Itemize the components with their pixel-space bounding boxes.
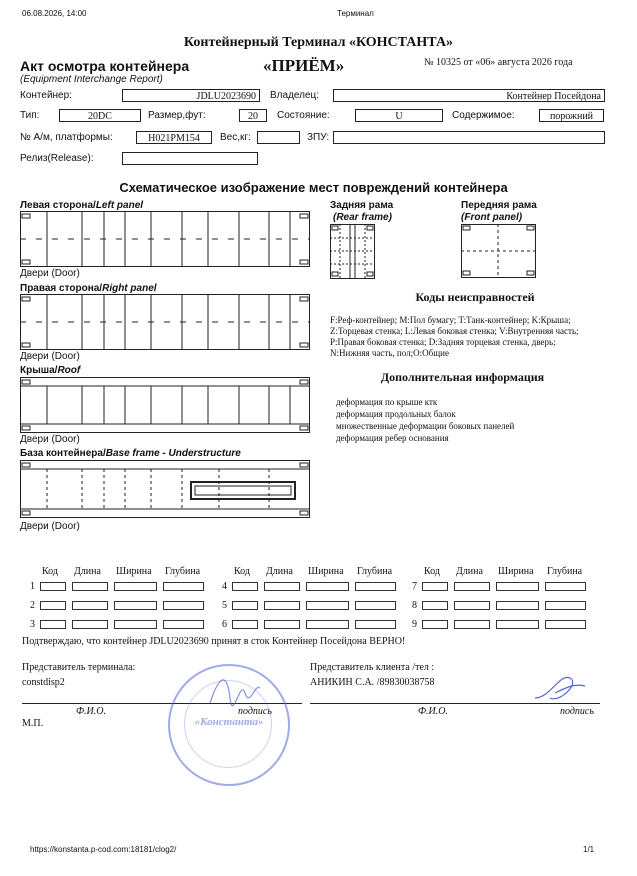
damage-cell[interactable] <box>422 601 448 610</box>
mp-label: М.П. <box>22 718 44 729</box>
codes-line: P:Правая боковая стенка; D:Задняя торцевая стенка, дверь; <box>330 337 556 347</box>
damage-col-header: Длина <box>456 566 483 577</box>
front-frame-en: (Front panel) <box>461 212 523 223</box>
damage-cell[interactable] <box>40 582 66 591</box>
additional-line: деформация ребер основания <box>336 433 449 443</box>
damage-cell[interactable] <box>355 582 396 591</box>
client-rep-name: АНИКИН С.А. /89830038758 <box>310 677 435 688</box>
content-field[interactable]: порожний <box>539 109 604 122</box>
terminal-sign-caption: подпись <box>238 706 272 717</box>
terminal-rep-name: constdisp2 <box>22 677 65 688</box>
damage-col-header: Код <box>234 566 250 577</box>
damage-cell[interactable] <box>454 582 490 591</box>
print-title: Терминал <box>337 9 374 18</box>
size-label: Размер,фут: <box>148 110 206 121</box>
damage-cell[interactable] <box>454 601 490 610</box>
damage-cell[interactable] <box>422 582 448 591</box>
damage-col-header: Ширина <box>498 566 534 577</box>
damage-cell[interactable] <box>545 582 586 591</box>
left-panel-diagram[interactable] <box>20 211 310 267</box>
damage-col-header: Длина <box>74 566 101 577</box>
damage-row-number: 4 <box>222 581 227 592</box>
vehicle-label: № А/м, платформы: <box>20 132 113 143</box>
damage-cell[interactable] <box>545 620 586 629</box>
additional-title: Дополнительная информация <box>380 370 545 384</box>
damage-col-header: Код <box>42 566 58 577</box>
damage-cell[interactable] <box>496 601 539 610</box>
damage-cell[interactable] <box>40 601 66 610</box>
codes-line: F:Реф-контейнер; M:Пол бумагу; T:Танк-контейнер; K:Крыша; <box>330 315 571 325</box>
weight-field[interactable] <box>257 131 300 144</box>
scheme-title: Схематическое изображение мест повреждений контейнера <box>119 180 508 195</box>
damage-col-header: Код <box>424 566 440 577</box>
damage-row-number: 2 <box>30 600 35 611</box>
damage-cell[interactable] <box>163 582 204 591</box>
additional-line: множественные деформации боковых панелей <box>336 421 515 431</box>
codes-title: Коды неисправностей <box>415 290 535 304</box>
doc-title-en: (Equipment Interchange Report) <box>20 74 163 85</box>
container-field[interactable]: JDLU2023690 <box>122 89 260 102</box>
right-panel-label: Правая сторона/Right panel <box>20 283 157 294</box>
print-page: 1/1 <box>583 845 595 854</box>
damage-cell[interactable] <box>114 582 157 591</box>
damage-col-header: Глубина <box>165 566 201 577</box>
right-door-label: Двери (Door) <box>20 351 80 362</box>
damage-col-header: Глубина <box>547 566 583 577</box>
base-diagram[interactable] <box>20 460 310 518</box>
damage-col-header: Длина <box>266 566 293 577</box>
damage-cell[interactable] <box>264 582 300 591</box>
damage-cell[interactable] <box>72 620 108 629</box>
damage-cell[interactable] <box>454 620 490 629</box>
print-url[interactable]: https://konstanta.p-cod.com:18181/clog2/ <box>30 845 177 854</box>
damage-cell[interactable] <box>40 620 66 629</box>
damage-cell[interactable] <box>72 582 108 591</box>
terminal-fio-caption: Ф.И.О. <box>76 706 106 717</box>
state-field[interactable]: U <box>355 109 443 122</box>
state-label: Состояние: <box>277 110 330 121</box>
client-rep-label: Представитель клиента /тел : <box>310 662 435 673</box>
damage-cell[interactable] <box>114 601 157 610</box>
damage-cell[interactable] <box>264 620 300 629</box>
seal-field[interactable] <box>333 131 605 144</box>
additional-line: деформация продольных балок <box>336 409 456 419</box>
damage-row-number: 5 <box>222 600 227 611</box>
front-frame-title: Передняя рама <box>461 200 537 211</box>
damage-cell[interactable] <box>355 620 396 629</box>
rear-frame-diagram[interactable] <box>330 224 375 279</box>
left-panel-label: Левая сторона/Left panel <box>20 200 144 211</box>
codes-line: N:Нижняя часть, пол;O:Общие <box>330 348 449 358</box>
damage-row-number: 9 <box>412 619 417 630</box>
release-field[interactable] <box>122 152 258 165</box>
container-label: Контейнер: <box>20 90 72 101</box>
damage-cell[interactable] <box>306 582 349 591</box>
rear-frame-en: (Rear frame) <box>333 212 392 223</box>
damage-cell[interactable] <box>496 582 539 591</box>
owner-label: Владелец: <box>270 90 320 101</box>
base-door-label: Двери (Door) <box>20 521 80 532</box>
size-field[interactable]: 20 <box>239 109 267 122</box>
damage-row-number: 1 <box>30 581 35 592</box>
additional-line: деформация по крыше ктк <box>336 397 438 407</box>
damage-cell[interactable] <box>355 601 396 610</box>
owner-field[interactable]: Контейнер Посейдона <box>333 89 605 102</box>
right-panel-diagram[interactable] <box>20 294 310 350</box>
roof-label: Крыша/Roof <box>20 365 81 376</box>
damage-cell[interactable] <box>163 601 204 610</box>
content-label: Содержимое: <box>452 110 515 121</box>
type-field[interactable]: 20DC <box>59 109 141 122</box>
weight-label: Вес,кг: <box>220 132 251 143</box>
company-stamp: «Константа» <box>168 664 290 786</box>
codes-line: Z:Торцевая стенка; L:Левая боковая стенка; V:Внутренняя часть; <box>330 326 579 336</box>
vehicle-field[interactable]: Н021РМ154 <box>136 131 212 144</box>
damage-cell[interactable] <box>232 620 258 629</box>
release-label: Релиз(Release): <box>20 153 94 164</box>
terminal-signature-scribble <box>205 668 265 713</box>
rear-frame-title: Задняя рама <box>330 200 394 211</box>
damage-cell[interactable] <box>232 582 258 591</box>
print-datetime: 06.08.2026, 14:00 <box>22 9 87 18</box>
client-sign-caption: подпись <box>560 706 594 717</box>
doc-number: № 10325 от «06» августа 2026 года <box>424 57 573 68</box>
roof-diagram[interactable] <box>20 377 310 433</box>
damage-cell[interactable] <box>163 620 204 629</box>
damage-col-header: Ширина <box>116 566 152 577</box>
damage-cell[interactable] <box>306 620 349 629</box>
damage-col-header: Глубина <box>357 566 393 577</box>
damage-cell[interactable] <box>496 620 539 629</box>
damage-row-number: 6 <box>222 619 227 630</box>
seal-label: ЗПУ: <box>307 132 330 143</box>
damage-row-number: 7 <box>412 581 417 592</box>
additional-list <box>336 396 514 444</box>
left-door-label: Двери (Door) <box>20 268 80 279</box>
type-label: Тип: <box>20 110 40 121</box>
company-title: Контейнерный Терминал «КОНСТАНТА» <box>183 35 454 50</box>
codes-list <box>330 315 579 359</box>
damage-cell[interactable] <box>72 601 108 610</box>
damage-row-number: 3 <box>30 619 35 630</box>
damage-cell[interactable] <box>264 601 300 610</box>
damage-cell[interactable] <box>422 620 448 629</box>
damage-cell[interactable] <box>545 601 586 610</box>
front-frame-diagram[interactable] <box>461 224 536 278</box>
roof-door-label: Двери (Door) <box>20 434 80 445</box>
confirmation-text: Подтверждаю, что контейнер JDLU2023690 принят в сток Контейнер Посейдона ВЕРНО! <box>22 636 406 647</box>
mode-title: «ПРИЁМ» <box>263 56 345 75</box>
terminal-rep-label: Представитель терминала: <box>22 662 136 673</box>
damage-col-header: Ширина <box>308 566 344 577</box>
client-fio-caption: Ф.И.О. <box>418 706 448 717</box>
damage-cell[interactable] <box>114 620 157 629</box>
base-label: База контейнера/Base frame - Understructure <box>20 448 241 459</box>
client-signature-scribble <box>530 668 590 708</box>
damage-row-number: 8 <box>412 600 417 611</box>
damage-cell[interactable] <box>232 601 258 610</box>
damage-cell[interactable] <box>306 601 349 610</box>
doc-title: Акт осмотра контейнера <box>20 58 190 74</box>
